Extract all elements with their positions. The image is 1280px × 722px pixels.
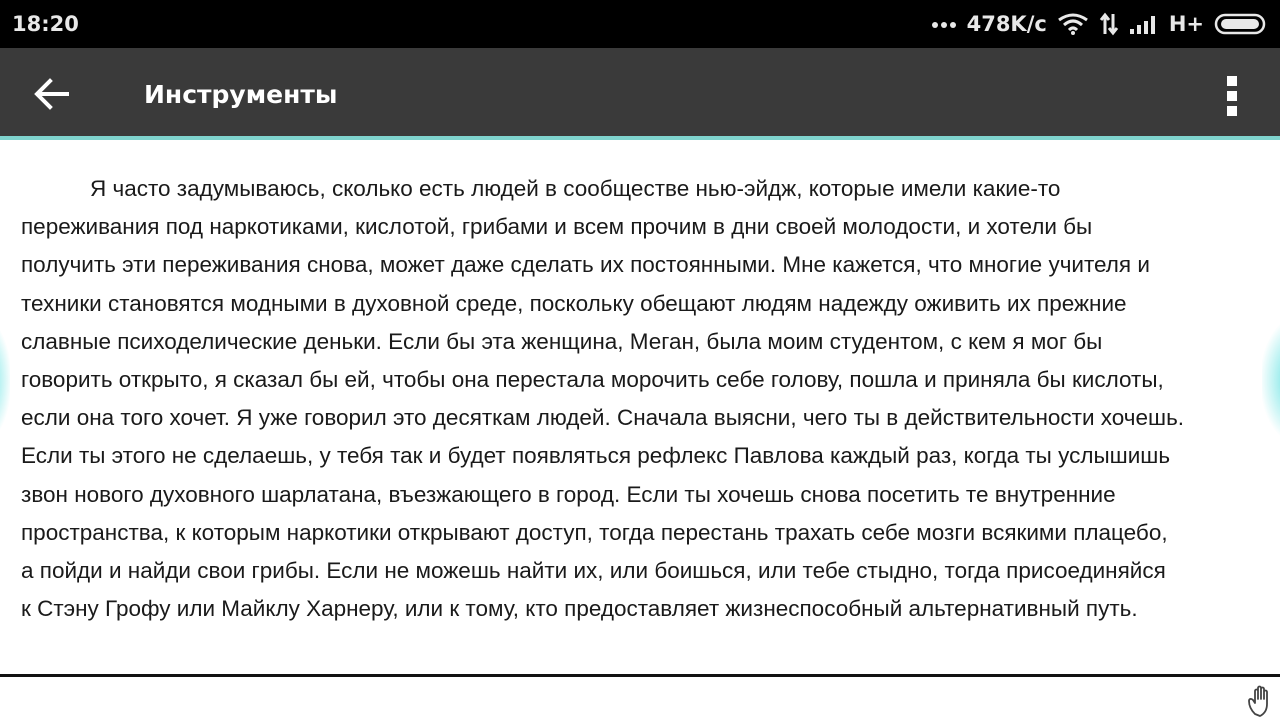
status-time: 18:20 xyxy=(12,12,79,36)
text-line: к Стэну Грофу или Майклу Харнеру, или к тому, кто предоставляет жизнеспособный альтернативный путь. xyxy=(21,596,1138,622)
text-line: говорить открыто, я сказал бы ей, чтобы она перестала морочить себе голову, пошла и приняла бы кислоты, xyxy=(21,366,1164,392)
overflow-menu-icon xyxy=(1227,76,1237,86)
page-title: Инструменты xyxy=(144,80,338,109)
text-line: а пойди и найди свои грибы. Если не можешь найти их, или боишься, или тебе стыдно, тогда присоединяйся xyxy=(21,557,1166,583)
overflow-menu-dot xyxy=(1227,91,1237,101)
text-line: славные психоделические деньки. Если бы эта женщина, Меган, была моим студентом, с кем я мог бы xyxy=(21,328,1103,354)
text-line: звон нового духовного шарлатана, въезжающего в город. Если ты хочешь снова посетить те внутренние xyxy=(21,481,1116,507)
data-arrows-icon xyxy=(1099,12,1119,36)
text-line: если она того хочет. Я уже говорил это десяткам людей. Сначала выясни, чего ты в действительности хочешь. xyxy=(21,405,1185,431)
signal-icon xyxy=(1129,13,1159,35)
text-line: Я часто задумываюсь, сколько есть людей в сообществе нью-эйдж, которые имели какие-то xyxy=(90,176,1061,201)
text-line: пространства, к которым наркотики открывают доступ, тогда перестань трахать себе мозги всякими плацебо, xyxy=(21,519,1168,545)
hand-icon xyxy=(1246,684,1278,718)
text-line: техники становятся модными в духовной среде, поскольку обещают людям надежду оживить их прежние xyxy=(21,290,1127,316)
arrow-back-icon xyxy=(33,78,69,110)
reader-text xyxy=(21,170,1280,628)
overflow-menu-dot xyxy=(1227,106,1237,116)
bottom-divider xyxy=(0,674,1280,677)
more-dots-icon xyxy=(931,19,957,29)
status-bar xyxy=(0,0,1280,48)
network-speed: 478K/c xyxy=(966,12,1047,36)
network-type: H+ xyxy=(1168,12,1204,36)
text-line: получить эти переживания снова, может даже сделать их постоянными. Мне кажется, что многие учителя и xyxy=(21,252,1150,278)
overscroll-glow-left xyxy=(0,320,10,440)
text-line: Если ты этого не сделаешь, у тебя так и будет появляться рефлекс Павлова каждый раз, когда ты услышишь xyxy=(21,443,1171,469)
text-line: переживания под наркотиками, кислотой, грибами и всем прочим в дни своей молодости, и хотели бы xyxy=(21,214,1093,240)
back-button[interactable] xyxy=(28,74,74,114)
status-icons xyxy=(931,12,1268,36)
hand-button[interactable] xyxy=(1246,684,1278,718)
battery-icon xyxy=(1214,13,1268,35)
overflow-menu-button[interactable] xyxy=(1212,70,1252,122)
wifi-icon xyxy=(1057,12,1089,36)
app-bar xyxy=(0,48,1280,140)
